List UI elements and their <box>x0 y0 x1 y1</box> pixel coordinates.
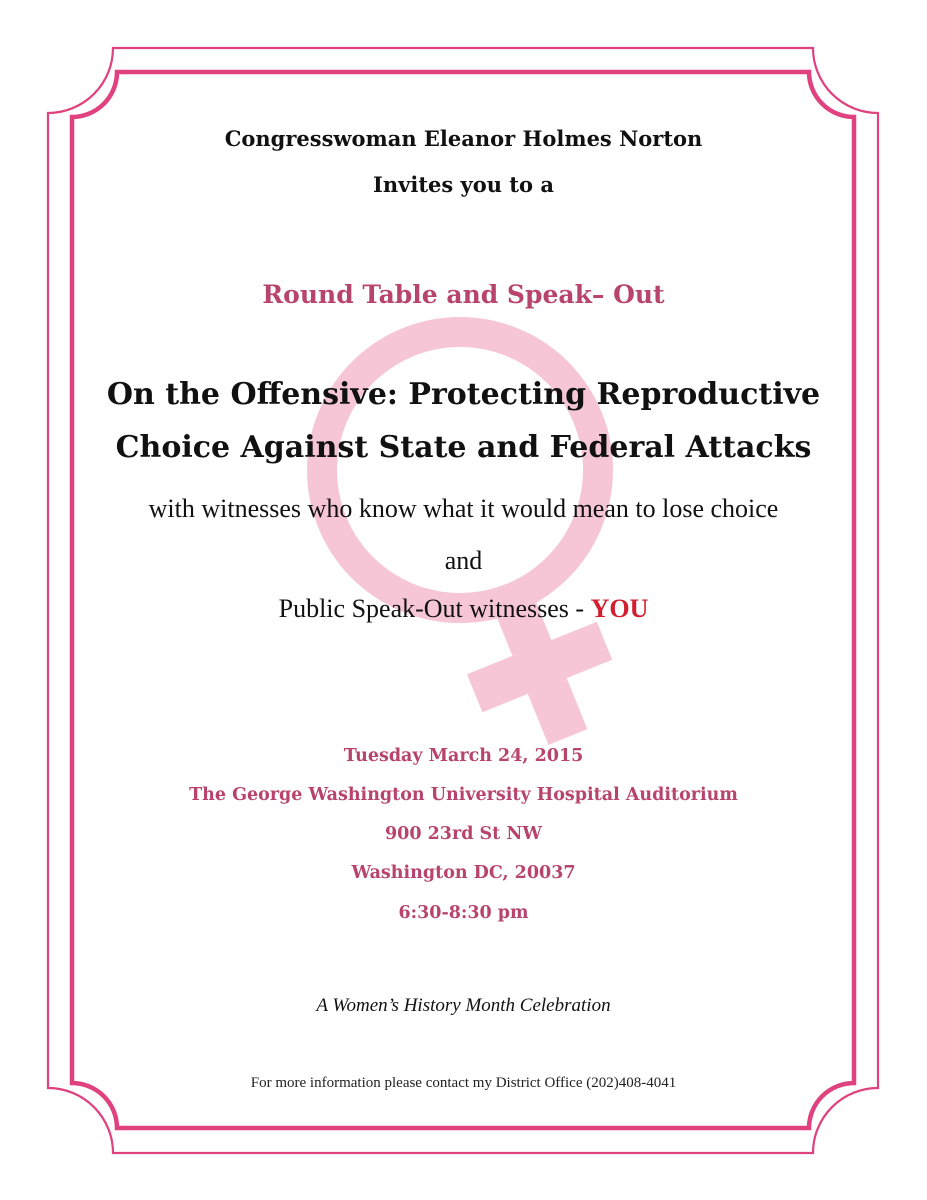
host-name: Congresswoman Eleanor Holmes Norton <box>224 126 703 151</box>
contact-footer: For more information please contact my District Office (202)408-4041 <box>250 1075 677 1091</box>
and-line: and <box>444 546 483 575</box>
event-type: Round Table and Speak– Out <box>262 280 665 309</box>
event-title-line-2: Choice Against State and Federal Attacks <box>115 430 812 465</box>
public-speakout-text: Public Speak-Out witnesses - <box>278 594 591 623</box>
event-time: 6:30-8:30 pm <box>398 903 529 923</box>
event-date: Tuesday March 24, 2015 <box>343 746 584 766</box>
you-highlight: YOU <box>590 594 649 623</box>
public-speakout-line <box>0 594 927 624</box>
event-title-line-1: On the Offensive: Protecting Reproductive <box>106 377 821 412</box>
event-address: 900 23rd St NW <box>385 824 542 844</box>
celebration-note: A Women’s History Month Celebration <box>316 995 611 1016</box>
witnesses-line: with witnesses who know what it would mean to lose choice <box>148 494 779 523</box>
invite-line: Invites you to a <box>373 172 554 197</box>
event-title <box>0 368 927 474</box>
event-city: Washington DC, 20037 <box>351 863 576 883</box>
event-venue: The George Washington University Hospital Auditorium <box>189 785 738 805</box>
